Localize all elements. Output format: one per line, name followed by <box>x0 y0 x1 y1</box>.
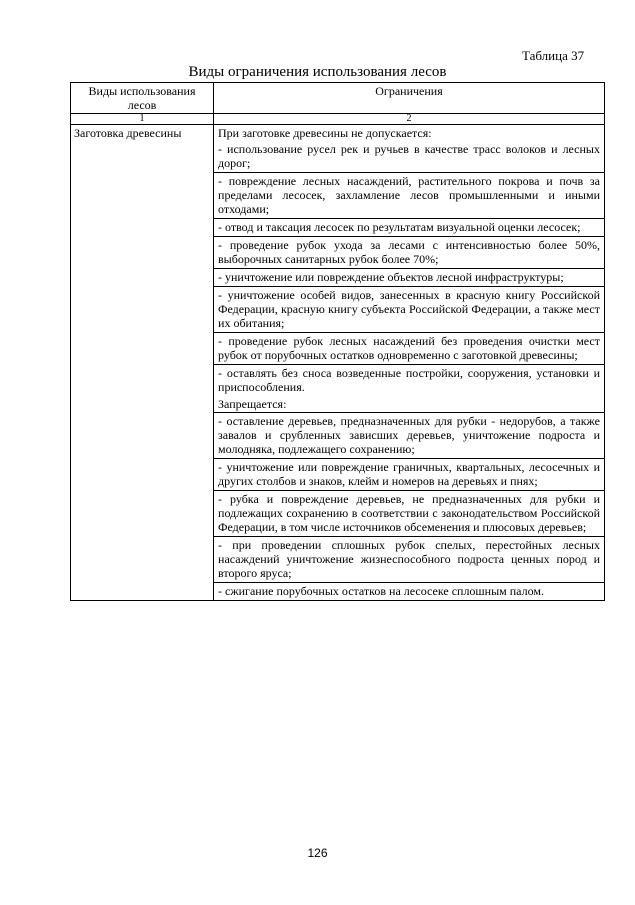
header-restrictions: Ограничения <box>214 83 605 114</box>
not-allowed-item: - оставлять без сноса возведенные постройки, сооружения, установки и приспособления. <box>214 364 604 396</box>
not-allowed-item: - использование русел рек и ручьев в качестве трасс волоков и лесных дорог; <box>218 142 600 170</box>
forbidden-item: - уничтожение или повреждение граничных, квартальных, лесосечных и других столбов и знаков, клейм и номеров на деревьях и пнях; <box>214 458 604 490</box>
header-usage-type: Виды использования лесов <box>71 83 214 114</box>
column-number-row <box>71 114 605 125</box>
usage-type-cell: Заготовка древесины <box>71 125 214 601</box>
not-allowed-item: - повреждение лесных насаждений, растительного покрова и почв за пределами лесосек, захламление лесов промышленными и иными отходами; <box>214 172 604 218</box>
forbidden-item: - при проведении сплошных рубок спелых, перестойных лесных насаждений уничтожение жизнеспособного подроста ценных пород и второго яруса; <box>214 536 604 582</box>
column-number-1: 1 <box>71 114 214 125</box>
forbidden-item: - оставление деревьев, предназначенных для рубки - недорубов, а также завалов и срубленных зависших деревьев, уничтожение подроста и молодняка, подлежащего сохранению; <box>214 412 604 458</box>
column-number-2: 2 <box>214 114 605 125</box>
restrictions-table <box>70 82 605 601</box>
not-allowed-item: - отвод и таксация лесосек по результатам визуальной оценки лесосек; <box>214 218 604 236</box>
not-allowed-label: При заготовке древесины не допускается: <box>218 126 432 140</box>
forbidden-item: - сжигание порубочных остатков на лесосеке сплошным палом. <box>214 582 604 600</box>
not-allowed-item: - уничтожение особей видов, занесенных в красную книгу Российской Федерации, красную книгу субъекта Российской Федерации, а также мест их обитания; <box>214 286 604 332</box>
restrictions-cell <box>214 125 605 601</box>
forbidden-label: Запрещается: <box>218 397 287 411</box>
not-allowed-item: - проведение рубок лесных насаждений без проведения очистки мест рубок от порубочных остатков одновременно с заготовкой древесины; <box>214 332 604 364</box>
not-allowed-item: - уничтожение или повреждение объектов лесной инфраструктуры; <box>214 268 604 286</box>
forbidden-item: - рубка и повреждение деревьев, не предназначенных для рубки и подлежащих сохранению в соответствии с законодательством Российской Федерации, в том числе источников обсеменения и плюсовых деревьев; <box>214 490 604 536</box>
table-number: Таблица 37 <box>522 48 585 63</box>
table-row <box>71 125 605 601</box>
not-allowed-item: - проведение рубок ухода за лесами с интенсивностью более 50%, выборочных санитарных рубок более 70%; <box>214 236 604 268</box>
table-title: Виды ограничения использования лесов <box>188 64 447 80</box>
header-row <box>71 83 605 114</box>
page-number: 126 <box>307 846 328 860</box>
